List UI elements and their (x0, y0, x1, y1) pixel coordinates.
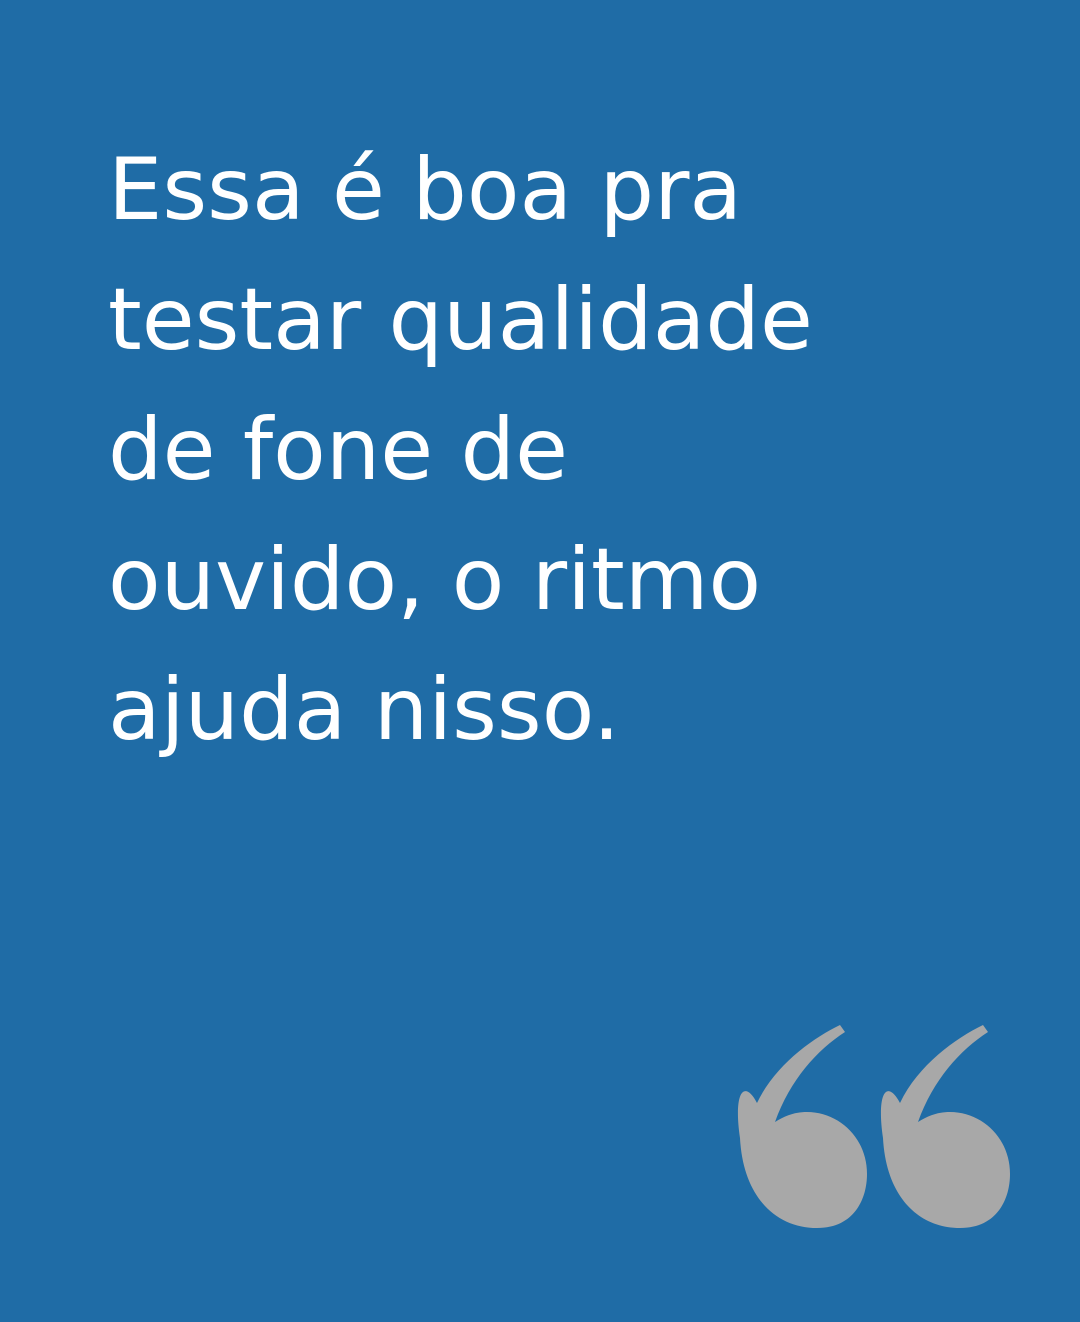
quote-line-3: de fone de (108, 400, 568, 500)
quote-mark-left (738, 1025, 867, 1228)
quote-line-4: ouvido, o ritmo (108, 530, 762, 630)
quote-line-1: Essa é boa pra (108, 140, 743, 240)
quote-line-2: testar qualidade (108, 270, 813, 370)
quote-mark-right (881, 1025, 1010, 1228)
quote-line-5: ajuda nisso. (108, 660, 621, 760)
opening-quotation-mark-icon (735, 1020, 1015, 1235)
quote-text (108, 125, 1008, 775)
